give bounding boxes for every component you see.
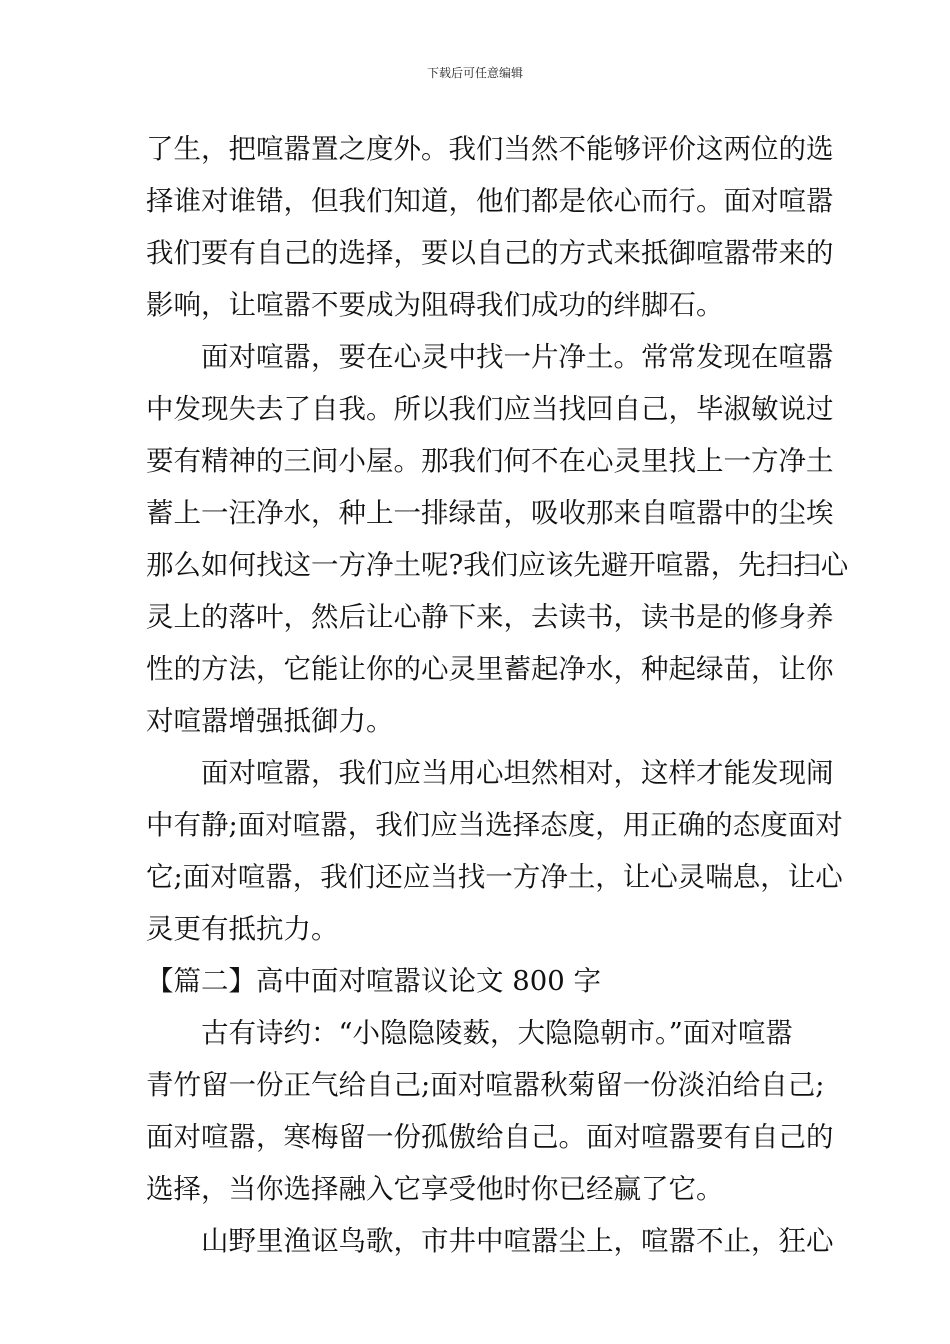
text-line: 要有精神的三间小屋。那我们何不在心灵里找上一方净土 (146, 445, 834, 477)
text-line: 面对喧嚣，寒梅留一份孤傲给自己。面对喧嚣要有自己的 (146, 1121, 834, 1153)
text-line: 了生，把喧嚣置之度外。我们当然不能够评价这两位的选 (146, 133, 834, 165)
text-line: 山野里渔讴鸟歌，市井中喧嚣尘上，喧嚣不止，狂心 (146, 1225, 834, 1257)
text-line: 面对喧嚣，要在心灵中找一片净土。常常发现在喧嚣 (146, 341, 834, 373)
text-line: 灵上的落叶，然后让心静下来，去读书，读书是的修身养 (146, 601, 834, 633)
text-line: 古有诗约：“小隐隐陵薮，大隐隐朝市。”面对喧嚣 (146, 1017, 793, 1049)
text-line: 对喧嚣增强抵御力。 (146, 705, 394, 737)
page-header: 下载后可任意编辑 (426, 66, 523, 80)
text-line: 性的方法，它能让你的心灵里蓄起净水，种起绿苗，让你 (146, 653, 834, 685)
text-line: 选择，当你选择融入它享受他时你已经赢了它。 (146, 1173, 724, 1205)
text-line: 面对喧嚣，我们应当用心坦然相对，这样才能发现闹 (146, 757, 834, 789)
text-line: 青竹留一份正气给自己;面对喧嚣秋菊留一份淡泊给自己; (146, 1069, 825, 1101)
text-line: 影响，让喧嚣不要成为阻碍我们成功的绊脚石。 (146, 289, 724, 321)
section-heading: 【篇二】高中面对喧嚣议论文 800 字 (146, 965, 601, 997)
text-line: 中有静;面对喧嚣，我们应当选择态度，用正确的态度面对 (146, 809, 843, 841)
text-line: 中发现失去了自我。所以我们应当找回自己，毕淑敏说过 (146, 393, 834, 425)
text-line: 蓄上一汪净水，种上一排绿苗，吸收那来自喧嚣中的尘埃 (146, 497, 834, 529)
text-line: 我们要有自己的选择，要以自己的方式来抵御喧嚣带来的 (146, 237, 834, 269)
text-line: 择谁对谁错，但我们知道，他们都是依心而行。面对喧嚣 (146, 185, 834, 217)
text-line: 那么如何找这一方净土呢?我们应该先避开喧嚣，先扫扫心 (146, 549, 849, 581)
text-line: 它;面对喧嚣，我们还应当找一方净土，让心灵喘息，让心 (146, 861, 843, 893)
document-body (146, 120, 849, 1264)
text-line: 灵更有抵抗力。 (146, 913, 339, 945)
